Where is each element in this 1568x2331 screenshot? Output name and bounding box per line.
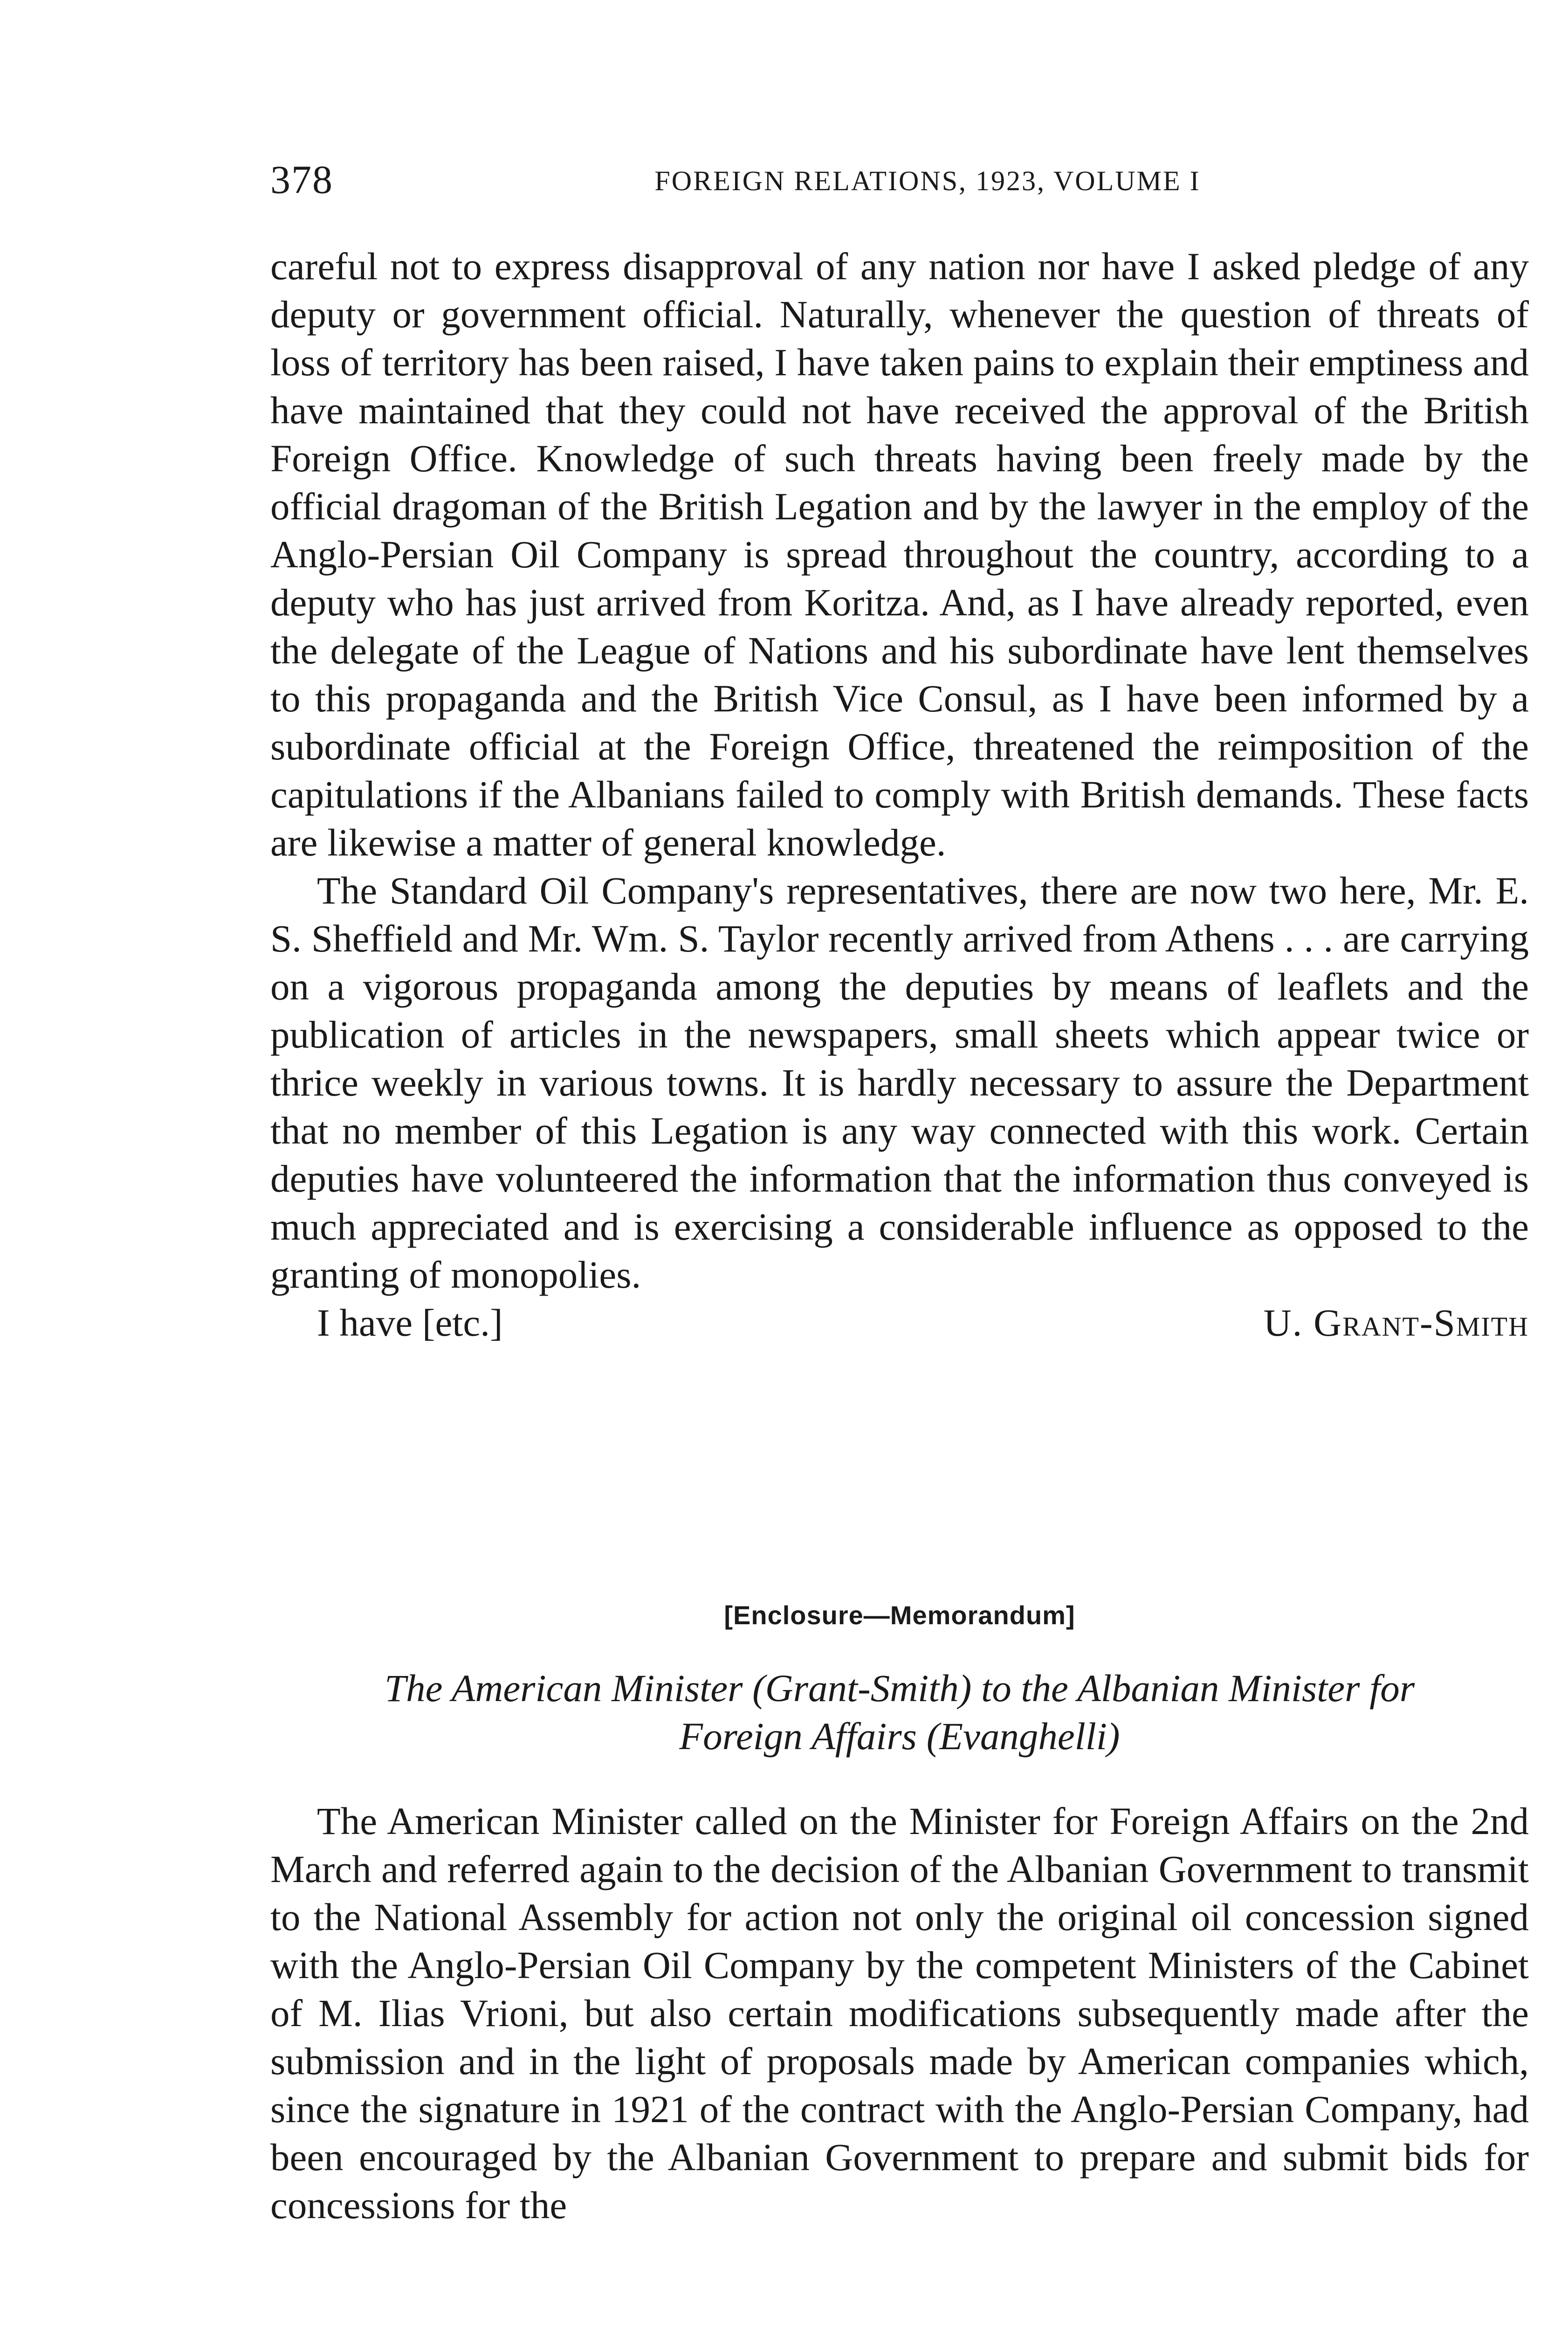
signer-name: U. Grant-Smith <box>1263 1301 1529 1344</box>
enclosure-label: [Enclosure—Memorandum] <box>724 1600 1075 1630</box>
memorandum-title <box>270 1664 1529 1760</box>
closing-phrase: I have [etc.] <box>317 1301 503 1344</box>
memorandum-title-line-2: Foreign Affairs (Evanghelli) <box>679 1715 1120 1758</box>
letter-body <box>270 242 1529 1347</box>
running-header <box>270 154 1529 205</box>
letter-paragraph-2: The Standard Oil Company's representatives, there are now two here, Mr. E. S. Sheffield and Mr. Wm. S. Taylor recently arrived from Athens . . . are carrying on a vigorous propaganda among the deputies by means of leaflets and the publication of articles in the newspapers, small sheets which appear twice or thrice weekly in various towns. It is hardly necessary to assure the Department that no member of this Legation is any way connected with this work. Certain deputies have volunteered the information that the information thus conveyed is much appreciated and is exercising a considerable influence as opposed to the granting of monopolies. <box>270 869 1529 1296</box>
memorandum-body <box>270 1797 1529 2229</box>
memorandum-title-line-1: The American Minister (Grant-Smith) to the Albanian Minister for <box>384 1667 1415 1710</box>
letter-paragraph-1: careful not to express disapproval of any nation nor have I asked pledge of any deputy or government official. Naturally, whenever the question of threats of loss of territory has been raised, I have taken pains to explain their emptiness and have maintained that they could not have received the approval of the British Foreign Office. Knowledge of such threats having been freely made by the official dragoman of the British Legation and by the lawyer in the employ of the Anglo-Persian Oil Company is spread throughout the country, according to a deputy who has just arrived from Koritza. And, as I have already reported, even the delegate of the League of Nations and his subordinate have lent themselves to this propaganda and the British Vice Consul, as I have been informed by a subordinate official at the Foreign Office, threatened the reimposition of the capitulations if the Albanians failed to comply with British demands. These facts are likewise a matter of general knowledge. <box>270 245 1529 864</box>
memorandum-paragraph-1: The American Minister called on the Minister for Foreign Affairs on the 2nd March and referred again to the decision of the Albanian Government to transmit to the National Assembly for action not only the original oil concession signed with the Anglo-Persian Oil Company by the competent Ministers of the Cabinet of M. Ilias Vrioni, but also certain modifications subsequently made after the submission and in the light of proposals made by American companies which, since the signature in 1921 of the contract with the Anglo-Persian Company, had been encouraged by the Albanian Government to prepare and submit bids for concessions for the <box>270 1800 1529 2227</box>
running-title: FOREIGN RELATIONS, 1923, VOLUME I <box>654 166 1201 196</box>
page-number: 378 <box>270 157 333 202</box>
signature-line <box>270 1299 1529 1347</box>
